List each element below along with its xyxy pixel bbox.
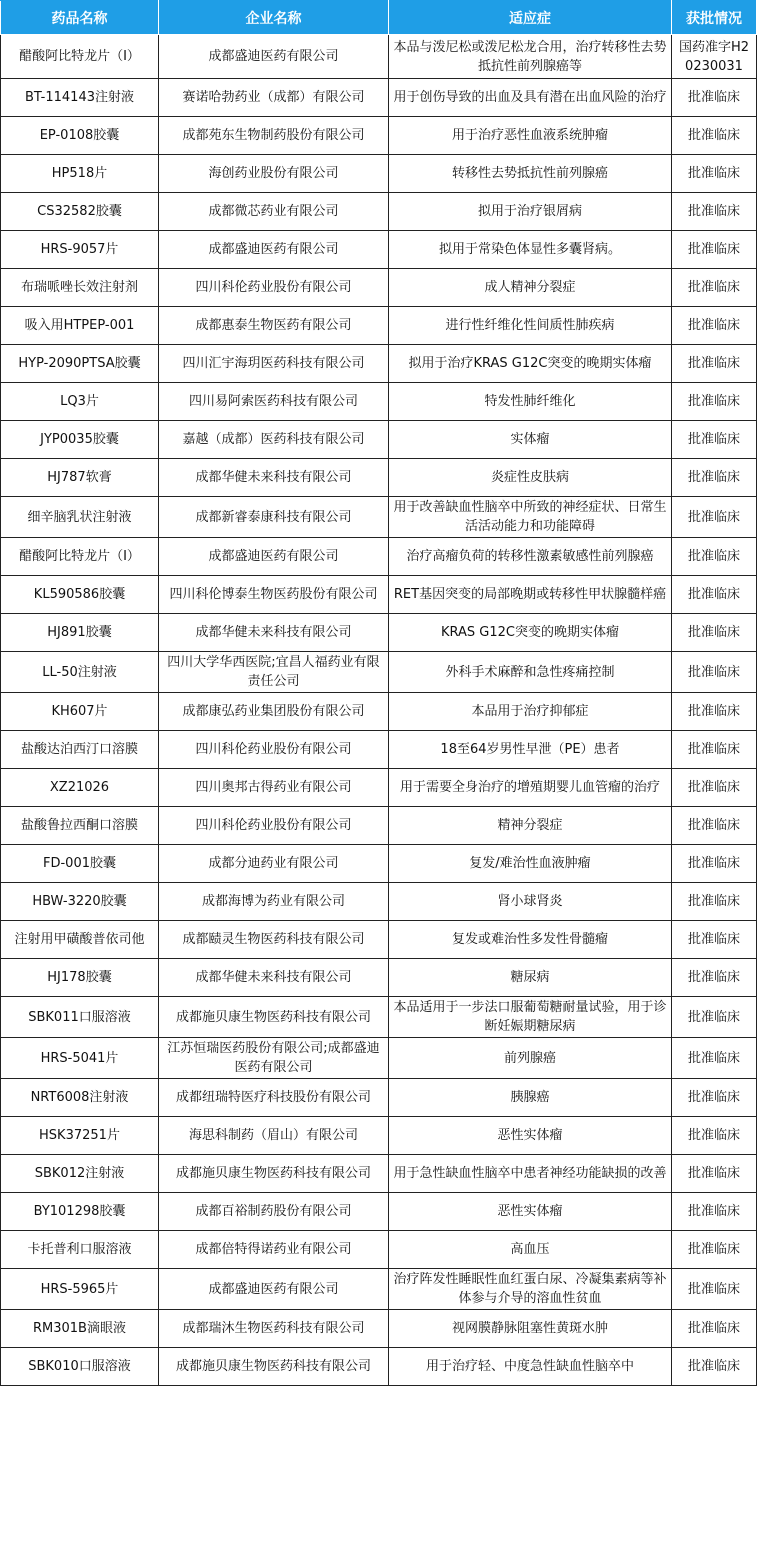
cell-approval-status: 批准临床 (672, 769, 757, 807)
cell-approval-status: 批准临床 (672, 1155, 757, 1193)
cell-company-name: 成都盛迪医药有限公司 (159, 538, 389, 576)
cell-drug-name: 盐酸达泊西汀口溶膜 (1, 731, 159, 769)
table-row (1, 959, 757, 997)
cell-indication: 复发/难治性血液肿瘤 (389, 845, 672, 883)
cell-indication: 复发或难治性多发性骨髓瘤 (389, 921, 672, 959)
cell-approval-status: 批准临床 (672, 921, 757, 959)
table-row (1, 1117, 757, 1155)
cell-drug-name: 细辛脑乳状注射液 (1, 497, 159, 538)
cell-approval-status: 批准临床 (672, 1117, 757, 1155)
cell-approval-status: 批准临床 (672, 807, 757, 845)
table-row (1, 883, 757, 921)
table-row (1, 269, 757, 307)
cell-approval-status: 批准临床 (672, 959, 757, 997)
cell-indication: 本品与泼尼松或泼尼松龙合用，治疗转移性去势抵抗性前列腺癌等 (389, 35, 672, 79)
cell-approval-status: 批准临床 (672, 652, 757, 693)
cell-indication: 进行性纤维化性间质性肺疾病 (389, 307, 672, 345)
cell-indication: 拟用于常染色体显性多囊肾病。 (389, 231, 672, 269)
table-row (1, 1038, 757, 1079)
cell-company-name: 海思科制药（眉山）有限公司 (159, 1117, 389, 1155)
cell-company-name: 成都华健未来科技有限公司 (159, 459, 389, 497)
cell-indication: 治疗阵发性睡眠性血红蛋白尿、冷凝集素病等补体参与介导的溶血性贫血 (389, 1269, 672, 1310)
cell-company-name: 成都康弘药业集团股份有限公司 (159, 693, 389, 731)
table-row (1, 538, 757, 576)
cell-indication: 恶性实体瘤 (389, 1117, 672, 1155)
cell-approval-status: 批准临床 (672, 1079, 757, 1117)
cell-drug-name: KL590586胶囊 (1, 576, 159, 614)
cell-approval-status: 批准临床 (672, 1231, 757, 1269)
cell-drug-name: HBW-3220胶囊 (1, 883, 159, 921)
cell-drug-name: FD-001胶囊 (1, 845, 159, 883)
cell-drug-name: BT-114143注射液 (1, 79, 159, 117)
cell-company-name: 成都盛迪医药有限公司 (159, 35, 389, 79)
cell-company-name: 成都施贝康生物医药科技有限公司 (159, 1155, 389, 1193)
table-row (1, 497, 757, 538)
cell-drug-name: EP-0108胶囊 (1, 117, 159, 155)
table-row (1, 117, 757, 155)
cell-approval-status: 批准临床 (672, 1310, 757, 1348)
cell-company-name: 成都倍特得诺药业有限公司 (159, 1231, 389, 1269)
cell-approval-status: 批准临床 (672, 117, 757, 155)
cell-approval-status: 批准临床 (672, 345, 757, 383)
table-row (1, 79, 757, 117)
table-row (1, 769, 757, 807)
cell-indication: 用于急性缺血性脑卒中患者神经功能缺损的改善 (389, 1155, 672, 1193)
cell-drug-name: HRS-5041片 (1, 1038, 159, 1079)
table-row (1, 1348, 757, 1386)
cell-approval-status: 批准临床 (672, 845, 757, 883)
cell-company-name: 四川大学华西医院;宜昌人福药业有限责任公司 (159, 652, 389, 693)
cell-company-name: 四川科伦药业股份有限公司 (159, 269, 389, 307)
cell-indication: 精神分裂症 (389, 807, 672, 845)
cell-approval-status: 批准临床 (672, 1269, 757, 1310)
cell-drug-name: 布瑞哌唑长效注射剂 (1, 269, 159, 307)
cell-indication: 实体瘤 (389, 421, 672, 459)
cell-drug-name: HJ891胶囊 (1, 614, 159, 652)
cell-company-name: 四川科伦博泰生物医药股份有限公司 (159, 576, 389, 614)
table-row (1, 921, 757, 959)
cell-drug-name: 盐酸鲁拉西酮口溶膜 (1, 807, 159, 845)
cell-indication: 前列腺癌 (389, 1038, 672, 1079)
cell-company-name: 成都惠泰生物医药有限公司 (159, 307, 389, 345)
cell-company-name: 成都盛迪医药有限公司 (159, 231, 389, 269)
cell-company-name: 成都赜灵生物医药科技有限公司 (159, 921, 389, 959)
cell-drug-name: HP518片 (1, 155, 159, 193)
cell-indication: 治疗高瘤负荷的转移性激素敏感性前列腺癌 (389, 538, 672, 576)
table-row (1, 155, 757, 193)
cell-drug-name: RM301B滴眼液 (1, 1310, 159, 1348)
cell-approval-status: 批准临床 (672, 79, 757, 117)
cell-indication: 转移性去势抵抗性前列腺癌 (389, 155, 672, 193)
header-drug-name: 药品名称 (1, 1, 159, 35)
table-row (1, 421, 757, 459)
cell-company-name: 成都海博为药业有限公司 (159, 883, 389, 921)
cell-company-name: 成都苑东生物制药股份有限公司 (159, 117, 389, 155)
cell-approval-status: 批准临床 (672, 231, 757, 269)
cell-drug-name: XZ21026 (1, 769, 159, 807)
cell-indication: 本品适用于一步法口服葡萄糖耐量试验，用于诊断妊娠期糖尿病 (389, 997, 672, 1038)
cell-approval-status: 批准临床 (672, 997, 757, 1038)
table-row (1, 35, 757, 79)
table-row (1, 383, 757, 421)
cell-drug-name: SBK012注射液 (1, 1155, 159, 1193)
cell-approval-status: 批准临床 (672, 497, 757, 538)
cell-company-name: 成都华健未来科技有限公司 (159, 614, 389, 652)
table-row (1, 231, 757, 269)
table-row (1, 1269, 757, 1310)
cell-drug-name: BY101298胶囊 (1, 1193, 159, 1231)
cell-approval-status: 批准临床 (672, 421, 757, 459)
cell-approval-status: 批准临床 (672, 459, 757, 497)
cell-company-name: 成都微芯药业有限公司 (159, 193, 389, 231)
cell-company-name: 成都分迪药业有限公司 (159, 845, 389, 883)
cell-indication: 用于需要全身治疗的增殖期婴儿血管瘤的治疗 (389, 769, 672, 807)
cell-indication: 18至64岁男性早泄（PE）患者 (389, 731, 672, 769)
cell-drug-name: 醋酸阿比特龙片（Ⅰ） (1, 35, 159, 79)
cell-drug-name: HRS-9057片 (1, 231, 159, 269)
table-row (1, 459, 757, 497)
cell-drug-name: LL-50注射液 (1, 652, 159, 693)
cell-company-name: 赛诺哈勃药业（成都）有限公司 (159, 79, 389, 117)
header-company-name: 企业名称 (159, 1, 389, 35)
cell-indication: 用于治疗轻、中度急性缺血性脑卒中 (389, 1348, 672, 1386)
cell-approval-status: 批准临床 (672, 193, 757, 231)
cell-approval-status: 批准临床 (672, 614, 757, 652)
cell-drug-name: KH607片 (1, 693, 159, 731)
cell-indication: 拟用于治疗银屑病 (389, 193, 672, 231)
cell-company-name: 成都华健未来科技有限公司 (159, 959, 389, 997)
cell-indication: 用于改善缺血性脑卒中所致的神经症状、日常生活活动能力和功能障碍 (389, 497, 672, 538)
cell-indication: 炎症性皮肤病 (389, 459, 672, 497)
cell-indication: 成人精神分裂症 (389, 269, 672, 307)
table-row (1, 1193, 757, 1231)
table-row (1, 731, 757, 769)
table-row (1, 1231, 757, 1269)
cell-drug-name: HYP-2090PTSA胶囊 (1, 345, 159, 383)
table-row (1, 1310, 757, 1348)
cell-indication: 拟用于治疗KRAS G12C突变的晚期实体瘤 (389, 345, 672, 383)
cell-drug-name: NRT6008注射液 (1, 1079, 159, 1117)
cell-company-name: 四川汇宇海玥医药科技有限公司 (159, 345, 389, 383)
cell-approval-status: 国药准字H20230031 (672, 35, 757, 79)
cell-approval-status: 批准临床 (672, 1193, 757, 1231)
table-row (1, 845, 757, 883)
cell-company-name: 四川科伦药业股份有限公司 (159, 807, 389, 845)
cell-indication: 特发性肺纤维化 (389, 383, 672, 421)
cell-company-name: 成都新睿泰康科技有限公司 (159, 497, 389, 538)
cell-company-name: 成都纽瑞特医疗科技股份有限公司 (159, 1079, 389, 1117)
cell-drug-name: HSK37251片 (1, 1117, 159, 1155)
header-approval-status: 获批情况 (672, 1, 757, 35)
cell-drug-name: HJ787软膏 (1, 459, 159, 497)
cell-indication: KRAS G12C突变的晚期实体瘤 (389, 614, 672, 652)
table-row (1, 693, 757, 731)
cell-company-name: 四川奥邦古得药业有限公司 (159, 769, 389, 807)
cell-approval-status: 批准临床 (672, 731, 757, 769)
table-row (1, 652, 757, 693)
table-row (1, 345, 757, 383)
cell-approval-status: 批准临床 (672, 538, 757, 576)
table-row (1, 576, 757, 614)
cell-company-name: 江苏恒瑞医药股份有限公司;成都盛迪医药有限公司 (159, 1038, 389, 1079)
cell-drug-name: HRS-5965片 (1, 1269, 159, 1310)
cell-approval-status: 批准临床 (672, 693, 757, 731)
table-row (1, 307, 757, 345)
cell-indication: 糖尿病 (389, 959, 672, 997)
header-indication: 适应症 (389, 1, 672, 35)
table-row (1, 807, 757, 845)
cell-drug-name: 注射用甲磺酸普依司他 (1, 921, 159, 959)
header-row (1, 1, 757, 35)
cell-approval-status: 批准临床 (672, 383, 757, 421)
cell-indication: 外科手术麻醉和急性疼痛控制 (389, 652, 672, 693)
cell-approval-status: 批准临床 (672, 576, 757, 614)
cell-drug-name: 吸入用HTPEP-001 (1, 307, 159, 345)
table-row (1, 997, 757, 1038)
cell-approval-status: 批准临床 (672, 155, 757, 193)
cell-drug-name: JYP0035胶囊 (1, 421, 159, 459)
cell-approval-status: 批准临床 (672, 883, 757, 921)
cell-company-name: 成都施贝康生物医药科技有限公司 (159, 997, 389, 1038)
cell-indication: 用于治疗恶性血液系统肿瘤 (389, 117, 672, 155)
cell-company-name: 成都瑞沐生物医药科技有限公司 (159, 1310, 389, 1348)
cell-drug-name: LQ3片 (1, 383, 159, 421)
cell-indication: 本品用于治疗抑郁症 (389, 693, 672, 731)
cell-indication: 用于创伤导致的出血及具有潜在出血风险的治疗 (389, 79, 672, 117)
table-row (1, 193, 757, 231)
cell-company-name: 四川易阿索医药科技有限公司 (159, 383, 389, 421)
cell-company-name: 四川科伦药业股份有限公司 (159, 731, 389, 769)
table-row (1, 1079, 757, 1117)
cell-indication: 肾小球肾炎 (389, 883, 672, 921)
cell-company-name: 成都施贝康生物医药科技有限公司 (159, 1348, 389, 1386)
cell-company-name: 成都百裕制药股份有限公司 (159, 1193, 389, 1231)
cell-approval-status: 批准临床 (672, 307, 757, 345)
table-body (1, 35, 757, 1386)
cell-company-name: 嘉越（成都）医药科技有限公司 (159, 421, 389, 459)
cell-company-name: 成都盛迪医药有限公司 (159, 1269, 389, 1310)
cell-company-name: 海创药业股份有限公司 (159, 155, 389, 193)
cell-indication: RET基因突变的局部晚期或转移性甲状腺髓样癌 (389, 576, 672, 614)
cell-drug-name: SBK011口服溶液 (1, 997, 159, 1038)
cell-indication: 恶性实体瘤 (389, 1193, 672, 1231)
cell-approval-status: 批准临床 (672, 269, 757, 307)
table-row (1, 614, 757, 652)
cell-drug-name: 卡托普利口服溶液 (1, 1231, 159, 1269)
cell-approval-status: 批准临床 (672, 1038, 757, 1079)
cell-approval-status: 批准临床 (672, 1348, 757, 1386)
cell-drug-name: 醋酸阿比特龙片（Ⅰ） (1, 538, 159, 576)
cell-indication: 胰腺癌 (389, 1079, 672, 1117)
cell-indication: 视网膜静脉阻塞性黄斑水肿 (389, 1310, 672, 1348)
cell-drug-name: HJ178胶囊 (1, 959, 159, 997)
cell-drug-name: SBK010口服溶液 (1, 1348, 159, 1386)
cell-drug-name: CS32582胶囊 (1, 193, 159, 231)
table-row (1, 1155, 757, 1193)
cell-indication: 高血压 (389, 1231, 672, 1269)
